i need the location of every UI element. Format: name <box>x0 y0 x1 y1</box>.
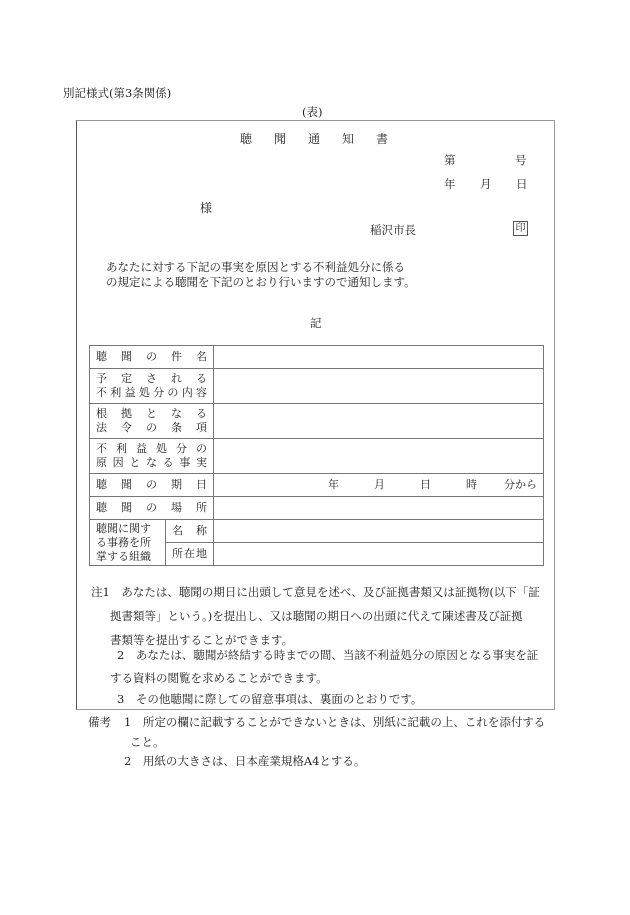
title-char: 知 <box>342 132 355 146</box>
remark-line: こと。 <box>130 735 165 749</box>
title-char: 聞 <box>274 132 287 146</box>
face-label: (表) <box>302 105 323 119</box>
doc-number-prefix: 第 <box>444 153 456 167</box>
note-line: する資料の閲覧を求めることができます。 <box>110 671 328 685</box>
date-year: 年 <box>444 177 456 191</box>
document-title <box>240 130 410 147</box>
remark-line: 2 用紙の大きさは、日本産業規格A4とする。 <box>124 754 366 768</box>
title-char: 書 <box>376 132 389 146</box>
hearing-details-table <box>89 345 544 566</box>
row-label: 聴聞の期日 <box>90 474 214 497</box>
remarks-label: 備考 <box>88 715 111 729</box>
note-line: 拠書類等」という。)を提出し、又は聴聞の期日への出頭に代えて陳述書及び証拠 <box>110 609 523 623</box>
cause-facts-field[interactable] <box>214 439 544 474</box>
title-char: 聴 <box>240 132 253 146</box>
body-line: の規定による聴聞を下記のとおり行いますので通知します。 <box>106 275 416 289</box>
legal-basis-field[interactable] <box>214 404 544 439</box>
body-text <box>106 260 416 290</box>
table-row <box>90 439 544 474</box>
seal-mark: 印 <box>513 221 528 236</box>
title-char: 通 <box>308 132 321 146</box>
date-day: 日 <box>516 177 528 191</box>
row-label: 聴聞の件名 <box>90 346 214 369</box>
table-row <box>90 520 544 543</box>
document-number <box>444 152 527 168</box>
org-name-label: 名 称 <box>166 520 214 543</box>
note-line: 注1 あなたは、聴聞の期日に出頭して意見を述べ、及び証拠書類又は証拠物(以下「証 <box>91 585 540 599</box>
org-label: 聴聞に関す る事務を所 掌する組織 <box>90 520 166 566</box>
row-label: 不利益処分の 原因となる事実 <box>90 439 214 474</box>
doc-number-suffix: 号 <box>515 153 527 167</box>
row-label: 予定される 不利益処分の内容 <box>90 369 214 404</box>
table-row <box>90 369 544 404</box>
table-row <box>90 474 544 497</box>
document-date <box>444 176 552 192</box>
ki-heading: 記 <box>310 316 322 330</box>
table-row <box>90 497 544 520</box>
remark-line: 1 所定の欄に記載することができないときは、別紙に記載の上、これを添付する <box>124 715 546 729</box>
sender: 稲沢市長 <box>370 223 416 237</box>
subject-field[interactable] <box>214 346 544 369</box>
row-label: 根拠となる 法令の条項 <box>90 404 214 439</box>
hearing-datetime-field[interactable]: 年 月 日 時 分から <box>214 474 544 497</box>
planned-disposition-field[interactable] <box>214 369 544 404</box>
date-month: 月 <box>480 177 492 191</box>
row-label: 聴聞の場所 <box>90 497 214 520</box>
note-line: 書類等を提出することができます。 <box>110 633 294 647</box>
form-label: 別記様式(第3条関係) <box>63 86 172 100</box>
org-name-field[interactable] <box>214 520 544 543</box>
org-address-field[interactable] <box>214 543 544 566</box>
note-line: 2 あなたは、聴聞が終結する時までの間、当該不利益処分の原因となる事実を証 <box>117 648 539 662</box>
table-row <box>90 404 544 439</box>
hearing-place-field[interactable] <box>214 497 544 520</box>
recipient-suffix: 様 <box>200 201 213 215</box>
org-address-label: 所在地 <box>166 543 214 566</box>
table-row <box>90 346 544 369</box>
note-line: 3 その他聴聞に際しての留意事項は、裏面のとおりです。 <box>117 692 423 706</box>
body-line: あなたに対する下記の事実を原因とする不利益処分に係る <box>106 260 405 274</box>
